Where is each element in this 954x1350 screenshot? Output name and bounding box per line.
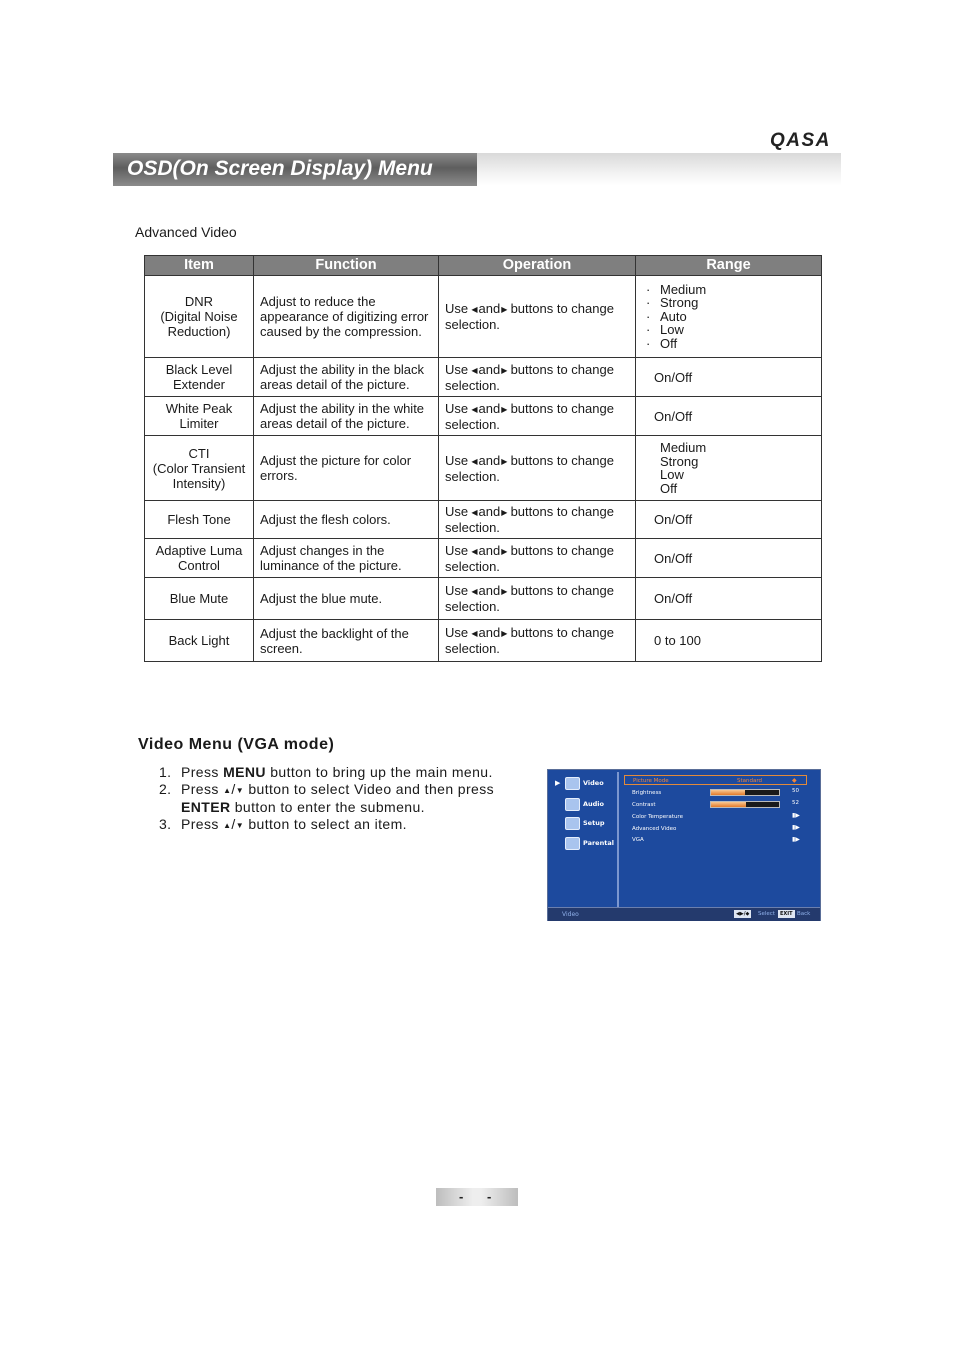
- cell-item: Back Light: [145, 620, 254, 662]
- cell-item: Black Level Extender: [145, 358, 254, 397]
- range-option: Off: [660, 480, 678, 496]
- osd-screenshot: [547, 769, 821, 921]
- table-row: [145, 501, 822, 539]
- cell-function: Adjust the ability in the black areas detail of the picture.: [254, 358, 439, 397]
- right-arrow-icon: ▶: [501, 587, 510, 596]
- right-arrow-icon: ▶: [501, 404, 510, 414]
- left-right-arrow-icon: ◆: [792, 777, 797, 784]
- range-value: On/Off: [654, 591, 693, 606]
- range-option: · Medium: [642, 283, 815, 297]
- cell-item: Flesh Tone: [145, 501, 254, 539]
- table-row: [145, 436, 822, 501]
- cell-function: Adjust changes in the luminance of the picture.: [254, 539, 439, 578]
- cell-operation: Use ◀and▶ buttons to change selection.: [439, 501, 636, 539]
- column-header-function: Function: [254, 256, 439, 276]
- parental-icon: [565, 837, 580, 850]
- right-arrow-icon: ▶: [501, 365, 510, 375]
- table-row: [145, 578, 822, 620]
- cell-range: [636, 539, 822, 578]
- vga-steps: [159, 764, 494, 834]
- step-3: 3. Press ▲/▼ button to select an item.: [159, 816, 407, 832]
- back-label: Back: [797, 911, 811, 917]
- page-title: OSD(On Screen Display) Menu: [127, 157, 433, 180]
- left-arrow-icon: ◀: [469, 456, 478, 466]
- range-option: · Auto: [642, 310, 815, 324]
- footer-title: Video: [562, 911, 579, 918]
- range-options: [642, 441, 815, 495]
- table-header-row: [145, 256, 822, 276]
- range-value: 0 to 100: [654, 633, 701, 648]
- brightness-value: 50: [792, 788, 799, 794]
- cell-range: [636, 358, 822, 397]
- down-arrow-icon: ▼: [235, 786, 245, 795]
- cell-range: [636, 501, 822, 539]
- submenu-arrow-icon: ▮▶: [792, 812, 800, 819]
- cell-item: CTI (Color Transient Intensity): [145, 436, 254, 501]
- range-value: On/Off: [654, 512, 693, 527]
- range-value: On/Off: [654, 408, 693, 424]
- setup-icon: [565, 817, 580, 830]
- up-arrow-icon: ▲: [223, 786, 232, 795]
- brand-logo: QASA: [770, 130, 831, 151]
- right-arrow-icon: ▶: [501, 305, 510, 314]
- vga-label[interactable]: VGA: [632, 837, 644, 843]
- step-2: 2. Press ▲/▼ button to select Video and then press: [159, 781, 495, 797]
- selected-arrow-icon: ▶: [555, 779, 561, 787]
- submenu-arrow-icon: ▮▶: [792, 824, 800, 831]
- left-arrow-icon: ◀: [469, 587, 478, 596]
- step-2-continued: ENTER button to enter the submenu.: [181, 799, 425, 815]
- cell-function: Adjust to reduce the appearance of digitizing error caused by the compression.: [254, 276, 439, 358]
- cell-operation: Use ◀and▶ buttons to change selection.: [439, 397, 636, 436]
- select-label: Select: [758, 911, 775, 917]
- advanced-video-label[interactable]: Advanced Video: [632, 826, 677, 832]
- table-row: [145, 539, 822, 578]
- cell-operation: Use ◀and▶ buttons to change selection.: [439, 539, 636, 578]
- cell-operation: Use ◀and▶ buttons to change selection.: [439, 578, 636, 620]
- picture-mode-value: Standard: [737, 778, 763, 784]
- right-arrow-icon: ▶: [501, 508, 510, 517]
- range-option: Strong: [660, 453, 699, 469]
- cell-function: Adjust the flesh colors.: [254, 501, 439, 539]
- cell-range: [636, 436, 822, 501]
- cell-range: [636, 578, 822, 620]
- left-arrow-icon: ◀: [469, 508, 478, 517]
- cell-range: [636, 620, 822, 662]
- osd-menu-audio[interactable]: Audio: [565, 798, 619, 812]
- osd-menu-setup[interactable]: Setup: [565, 817, 619, 831]
- cell-function: Adjust the blue mute.: [254, 578, 439, 620]
- range-option: Medium: [660, 440, 707, 455]
- left-arrow-icon: ◀: [469, 629, 478, 638]
- cell-function: Adjust the ability in the white areas detail of the picture.: [254, 397, 439, 436]
- down-arrow-icon: ▼: [235, 821, 245, 830]
- cell-range: [636, 276, 822, 358]
- cell-item: Adaptive Luma Control: [145, 539, 254, 578]
- left-arrow-icon: ◀: [469, 305, 478, 314]
- right-arrow-icon: ▶: [501, 629, 510, 638]
- cell-item: White Peak Limiter: [145, 397, 254, 436]
- cell-operation: Use ◀and▶ buttons to change selection.: [439, 358, 636, 397]
- table-row: [145, 276, 822, 358]
- range-value: On/Off: [654, 369, 693, 385]
- step-1: 1. Press MENU button to bring up the main menu.: [159, 764, 493, 780]
- contrast-value: 52: [792, 800, 799, 806]
- contrast-label: Contrast: [632, 802, 656, 808]
- brightness-slider-fill: [711, 790, 745, 795]
- picture-mode-label: Picture Mode: [633, 778, 669, 784]
- cell-operation: Use ◀and▶ buttons to change selection.: [439, 620, 636, 662]
- cell-operation: Use ◀and▶ buttons to change selection.: [439, 436, 636, 501]
- audio-icon: [565, 798, 580, 811]
- table-row: [145, 397, 822, 436]
- cell-function: Adjust the picture for color errors.: [254, 436, 439, 501]
- vga-section-title: Video Menu (VGA mode): [138, 736, 335, 753]
- table-row: [145, 620, 822, 662]
- osd-menu-parental[interactable]: Parental: [565, 837, 619, 851]
- contrast-slider[interactable]: [710, 801, 780, 808]
- color-temperature-label[interactable]: Color Temperature: [632, 814, 683, 820]
- osd-menu-video[interactable]: ▶ Video: [565, 777, 619, 791]
- range-options: [642, 283, 815, 351]
- left-arrow-icon: ◀: [469, 404, 478, 414]
- range-option: · Off: [642, 337, 815, 351]
- range-option: · Strong: [642, 296, 815, 310]
- range-option: Low: [660, 467, 684, 482]
- cell-function: Adjust the backlight of the screen.: [254, 620, 439, 662]
- table-row: [145, 358, 822, 397]
- contrast-slider-fill: [711, 802, 746, 807]
- exit-key: EXIT: [780, 911, 793, 917]
- brightness-label: Brightness: [632, 790, 662, 796]
- submenu-arrow-icon: ▮▶: [792, 836, 800, 843]
- cell-range: [636, 397, 822, 436]
- brightness-slider[interactable]: [710, 789, 780, 796]
- left-arrow-icon: ◀: [469, 546, 478, 556]
- range-value: On/Off: [654, 550, 693, 566]
- column-header-range: Range: [636, 256, 822, 276]
- range-option: · Low: [642, 323, 815, 337]
- cell-operation: Use ◀and▶ buttons to change selection.: [439, 276, 636, 358]
- section-label-advanced-video: Advanced Video: [135, 224, 237, 240]
- cell-item: Blue Mute: [145, 578, 254, 620]
- video-icon: [565, 777, 580, 790]
- osd-footer: [548, 907, 820, 921]
- left-arrow-icon: ◀: [469, 365, 478, 375]
- column-header-item: Item: [145, 256, 254, 276]
- up-arrow-icon: ▲: [223, 821, 232, 830]
- right-arrow-icon: ▶: [501, 546, 510, 556]
- cell-item: DNR (Digital Noise Reduction): [145, 276, 254, 358]
- right-arrow-icon: ▶: [501, 456, 510, 466]
- nav-keys-icon: ◀▶/◆: [736, 911, 750, 917]
- page-number: - -: [436, 1188, 518, 1206]
- column-header-operation: Operation: [439, 256, 636, 276]
- advanced-video-table: [144, 255, 822, 662]
